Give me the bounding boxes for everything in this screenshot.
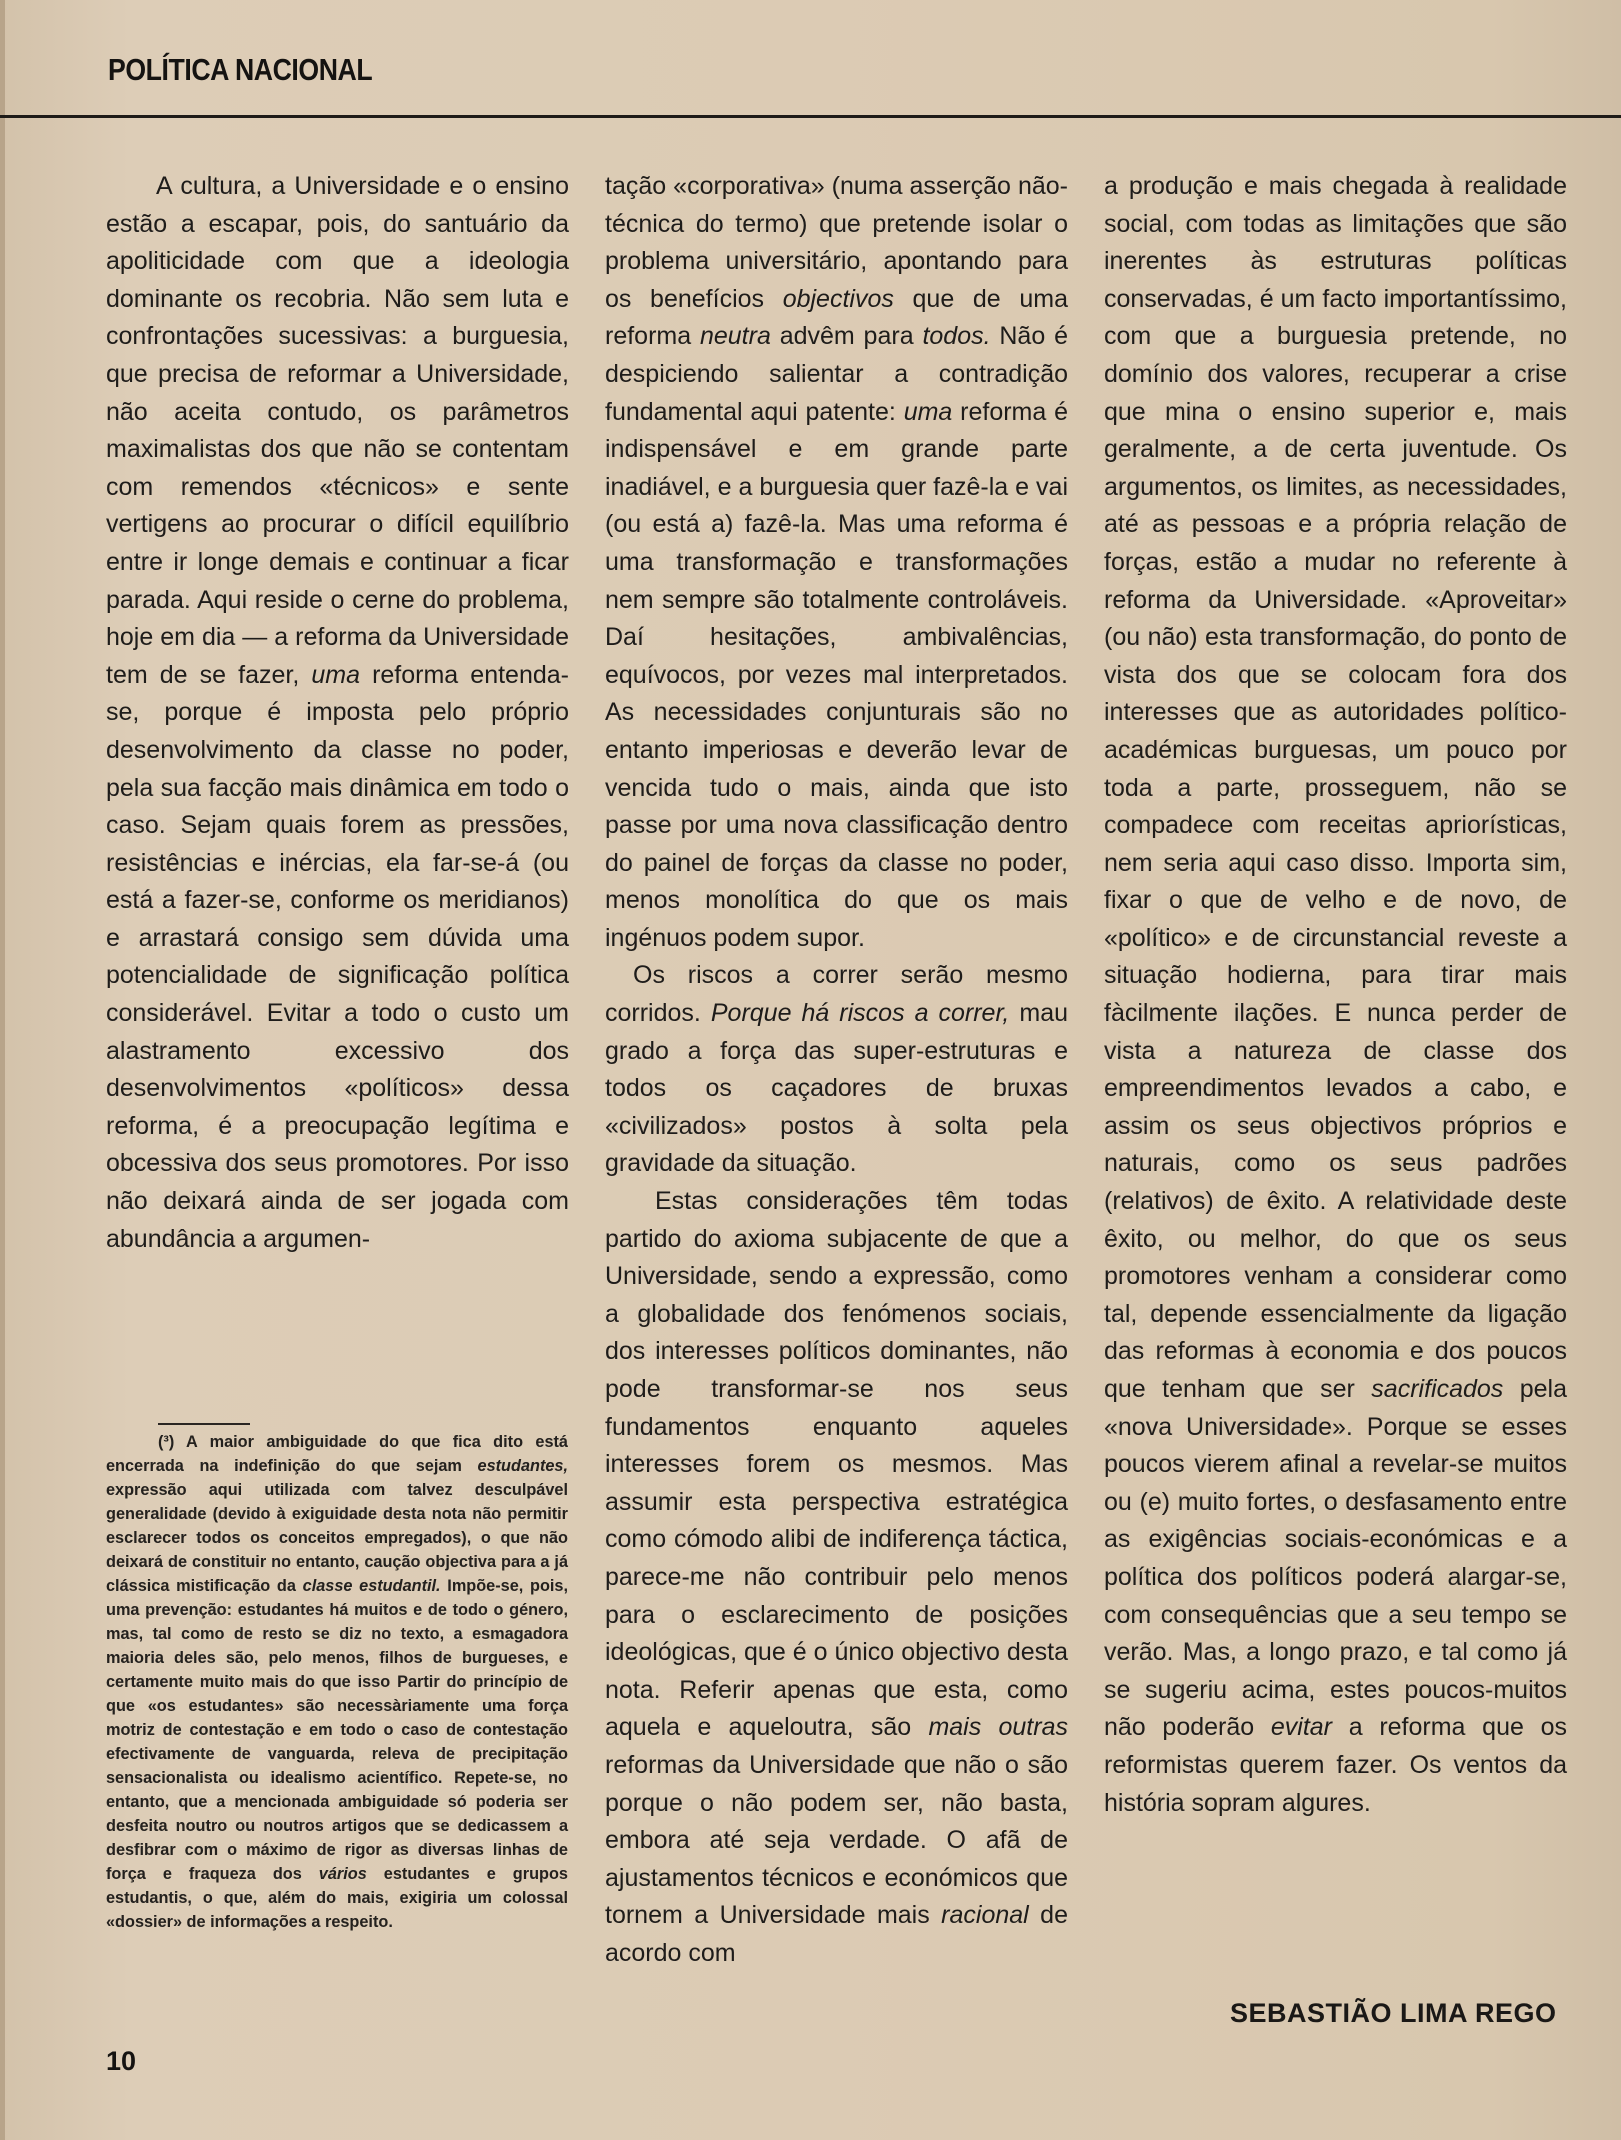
text-run: a produção e mais chegada à realidade social, com todas as limitações que são inerentes às estruturas políticas conservadas, é um facto importantíssimo, com que a burguesia pretende, no domínio dos valores, recuperar a crise que mina o ensino superior e, mais geralmente, a de certa juventude. Os argumentos, os limites, as necessidades, até as pessoas e a própria relação de forças, estão a mudar no referente à reforma da Universidade. «Aproveitar» (ou não) esta transformação, do ponto de vista dos que se colocam fora dos interesses que as autoridades político-académicas burguesas, um pouco por toda a parte, prosseguem, não se compadece com receitas apriorísticas, nem seria aqui caso disso. Importa sim, fixar o que de velho e de novo, de «político» e de circunstancial reveste a situação hodierna, para tirar mais fàcilmente ilações. E nunca perder de vista a natureza de classe dos empreendimentos levados a cabo, e assim os seus objectivos próprios e naturais, como os seus padrões (relativos) de êxito. A relatividade deste êxito, ou melhor, do que os seus promotores venham a considerar como tal, depende essencialmente da ligação das reformas à economia e dos poucos que tenham que ser [1104, 172, 1567, 1403]
article-column-1 [106, 168, 569, 1258]
footnote-rule [158, 1423, 250, 1425]
emphasis-text: neutra [699, 322, 771, 351]
footnote-emphasis: vários [318, 1865, 367, 1883]
footnote-emphasis: estudantes, [477, 1457, 568, 1475]
page-edge [0, 0, 5, 2140]
author-signature: SEBASTIÃO LIMA REGO [1230, 1998, 1557, 2028]
text-run: reforma é indispensável e em grande parte inadiável, e a burguesia quer fazê-la e vai (ou está a) fazê-la. Mas uma reforma é uma transformação e transformações nem sempre são totalmente controláveis. Daí hesitações, ambivalências, equívocos, por vezes mal interpretados. As necessidades conjunturais são no entanto imperiosas e deverão levar de vencida tudo o mais, ainda que isto passe por uma nova classificação dentro do painel de forças da classe no poder, menos monolítica do que os mais ingénuos podem supor. [605, 397, 1069, 952]
paragraph [605, 957, 1068, 1183]
page-number: 10 [106, 2046, 137, 2076]
paragraph [605, 168, 1068, 957]
text-run: que de uma reforma [605, 284, 1068, 351]
text-run: Os riscos a correr serão mesmo corridos. [605, 961, 1068, 1028]
emphasis-text: mais outras [928, 1713, 1068, 1742]
text-run: reforma entenda-se, porque é imposta pelo próprio desenvolvimento da classe no poder, pela sua facção mais dinâmica em todo o caso. Sejam quais forem as pressões, resistências e inércias, ela far-se-á (ou está a fazer-se, conforme os meridianos) e arrastará consigo sem dúvida uma potencialidade de significação política considerável. Evitar a todo o custo um alastramento excessivo dos desenvolvimentos «políticos» dessa reforma, é a preocupação legítima e obcessiva dos seus promotores. Por isso não deixará ainda de ser jogada com abundância a argumen- [106, 660, 569, 1253]
text-run: Estas considerações têm todas partido do axioma subjacente de que a Universidade, sendo a expressão, como a globalidade dos fenómenos sociais, dos interesses políticos dominantes, não pode transformar-se nos seus fundamentos enquanto aqueles interesses forem os mesmos. Mas assumir esta perspectiva estratégica como cómodo alibi de indiferença táctica, parece-me não contribuir pelo menos para o esclarecimento de posições ideológicas, que é o único objectivo desta nota. Referir apenas que esta, como aquela e aqueloutra, são [605, 1187, 1068, 1742]
text-run: pela «nova Universidade». Porque se esses poucos vierem afinal a revelar-se muitos ou (e) muito fortes, o desfasamento entre as exigências sociais-económicas e a política dos políticos poderá alargar-se, com consequências que a seu tempo se verão. Mas, a longo prazo, e tal como já se sugeriu acima, estes poucos-muitos não poderão [1104, 1375, 1567, 1742]
footnote-text: expressão aqui utilizada com talvez desculpável generalidade (devido à exiguidade desta nota não permitir esclarecer todos os conceitos empregados), o que não deixará de constituir no entanto, caução objectiva para a já clássica mistificação da [106, 1481, 568, 1595]
emphasis-text: Porque há riscos a correr, [710, 999, 1010, 1028]
text-run: A cultura, a Universidade e o ensino estão a escapar, pois, do santuário da apoliticidade com que a ideologia dominante os recobria. Não sem luta e confrontações sucessivas: a burguesia, que precisa de reformar a Universidade, não aceita contudo, os parâmetros maximalistas dos que não se contentam com remendos «técnicos» e sente vertigens ao procurar o difícil equilíbrio entre ir longe demais e continuar a ficar parada. Aqui reside o cerne do problema, hoje em dia — a reforma da Universidade tem de se fazer, [106, 172, 569, 689]
emphasis-text: sacrificados [1371, 1375, 1504, 1403]
text-run: de acordo com [605, 1901, 1068, 1967]
emphasis-text: evitar [1270, 1713, 1333, 1742]
text-run: advêm para [770, 322, 923, 351]
footnote-text: estudantes e grupos estudantis, o que, além do mais, exigiria um colossal «dossier» de informações a respeito. [106, 1865, 568, 1931]
text-run: tação «corporativa» (numa asserção não-técnica do termo) que pretende isolar o problema universitário, apontando para os benefícios [605, 172, 1068, 313]
text-run: Não é despiciendo salientar a contradição fundamental aqui patente: [605, 322, 1068, 426]
emphasis-text: todos. [922, 322, 991, 351]
footnote-text: (³) A maior ambiguidade do que fica dito está encerrada na indefinição do que sejam [106, 1433, 568, 1475]
footnote [106, 1430, 568, 1934]
header-rule [0, 115, 1621, 118]
paragraph [1104, 168, 1567, 1822]
text-run: a reforma que os reformistas querem fazer. Os ventos da história sopram algures. [1104, 1713, 1567, 1817]
article-column-2 [605, 168, 1068, 1973]
paragraph [605, 1183, 1068, 1972]
emphasis-text: objectivos [782, 284, 894, 313]
emphasis-text: racional [941, 1901, 1029, 1930]
emphasis-text: uma [311, 660, 360, 689]
footnote-emphasis: classe estudantil. [302, 1577, 441, 1595]
article-column-3 [1104, 168, 1567, 1822]
text-run: mau grado a força das super-estruturas e todos os caçadores de bruxas «civilizados» postos à solta pela gravidade da situação. [605, 999, 1068, 1178]
paragraph [106, 168, 569, 1258]
footnote-text: Impõe-se, pois, uma prevenção: estudantes há muitos e de todo o género, mas, tal como de resto se diz no texto, a esmagadora maioria deles são, pelo menos, filhos de burgueses, e certamente muito mais do que isso Partir do princípio de que «os estudantes» são necessàriamente uma força motriz de contestação e em todo o caso de contestação efectivamente de vanguarda, releva de precipitação sensacionalista ou idealismo acientífico. Repete-se, no entanto, que a mencionada ambiguidade só poderia ser desfeita noutro ou noutros artigos que se dedicassem a desfibrar com o máximo de rigor as diversas linhas de força e fraqueza dos [106, 1577, 568, 1883]
text-run: reformas da Universidade que não o são porque o não podem ser, não basta, embora até seja verdade. O afã de ajustamentos técnicos e económicos que tornem a Universidade mais [605, 1750, 1068, 1930]
section-header: POLÍTICA NACIONAL [108, 52, 373, 87]
emphasis-text: uma [903, 397, 953, 426]
